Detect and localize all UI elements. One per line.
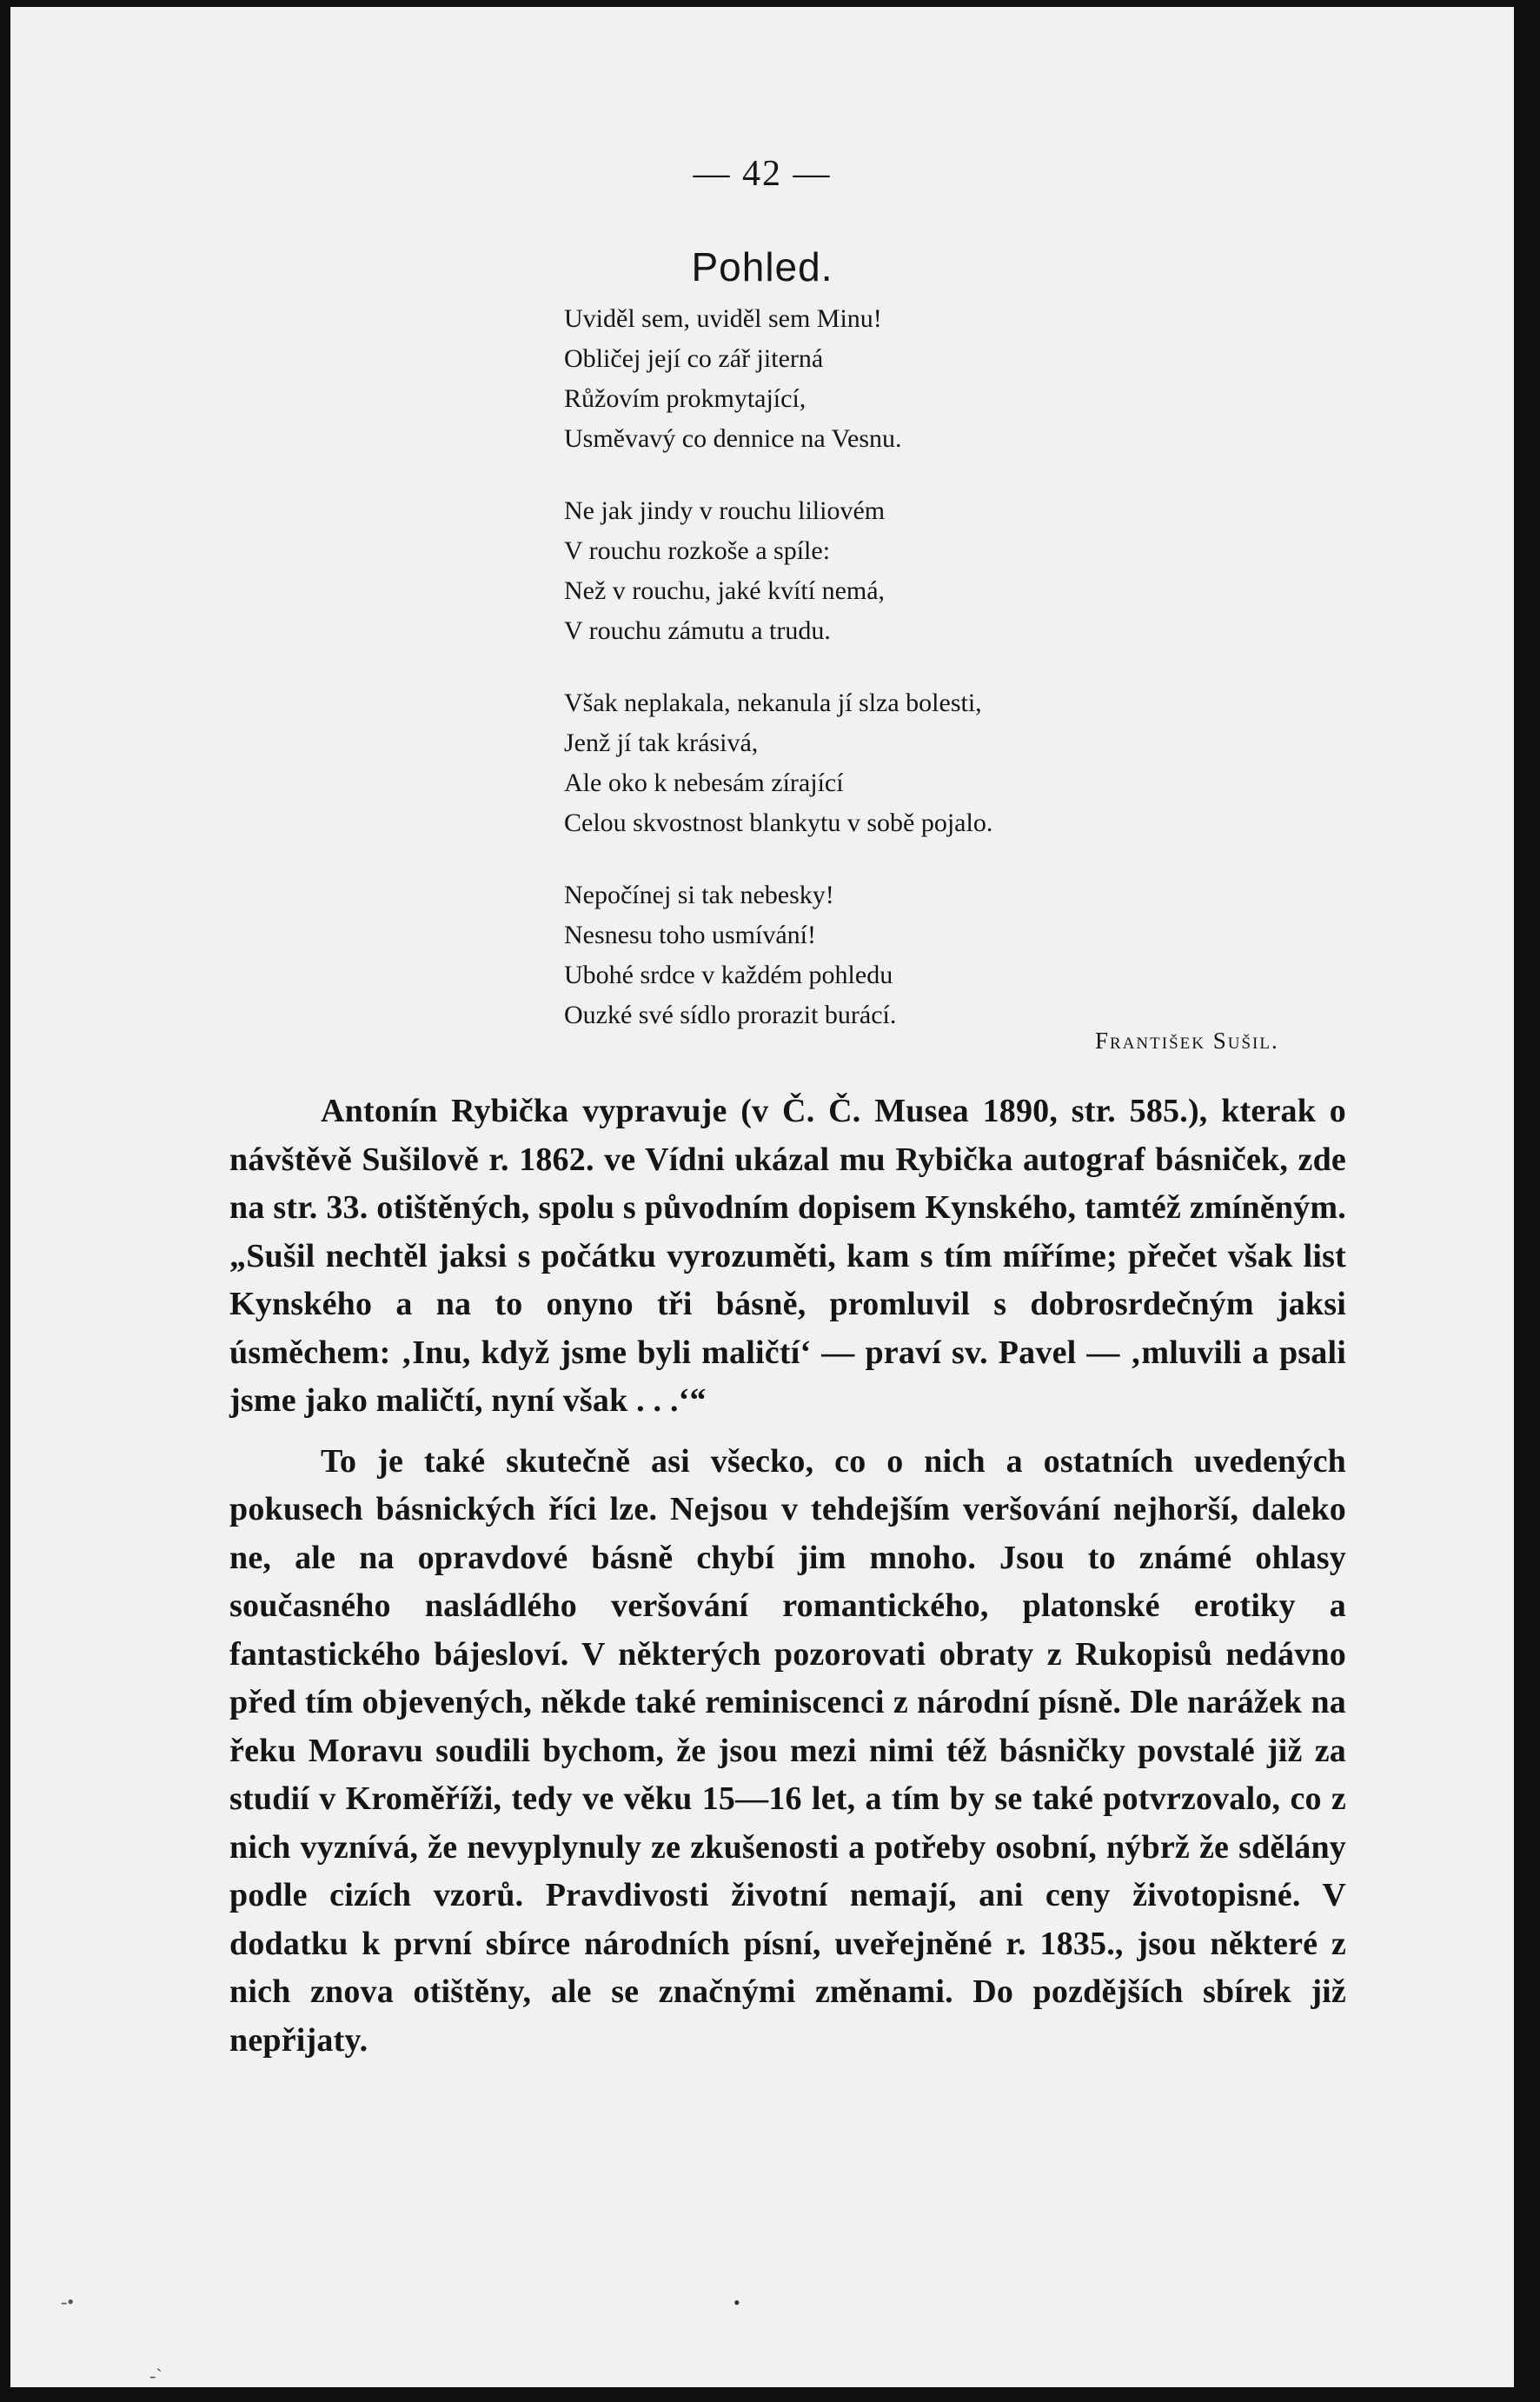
poem-line: V rouchu rozkoše a spíle: (564, 536, 831, 565)
paragraph: Antonín Rybička vypravuje (v Č. Č. Musea 1890, str. 585.), kterak o návštěvě Sušilově r. 1862. ve Vídni ukázal mu Rybička autograf básniček, zde na str. 33. otištěných, spolu s původním dopisem Kynského, tamtéž zmíněným. „Sušil nechtěl jaksi s počátku vyrozuměti, kam s tím míříme; přečet však list Kynského a na to onyno tři básně, promluvil s dobrosrdečným jaksi úsměchem: ‚Inu, když jsme byli maličtí‘ — praví sv. Pavel — ‚mluvili a psali jsme jako maličtí, nyní však . . .‘“ (229, 1093, 1346, 1419)
poem-author: František Sušil. (1095, 1028, 1279, 1054)
poem-line: Ale oko k nebesám zírající (564, 769, 844, 797)
stray-mark: • (733, 2292, 740, 2313)
poem (564, 299, 992, 1068)
poem-stanza (564, 491, 992, 651)
stray-mark: -• (61, 2291, 75, 2312)
stray-mark: -` (149, 2365, 163, 2386)
poem-stanza (564, 299, 992, 459)
poem-line: Ne jak jindy v rouchu liliovém (564, 496, 886, 525)
poem-line: V rouchu zámutu a trudu. (564, 616, 831, 645)
page-number: — 42 — (693, 154, 832, 194)
poem-line: Usměvavý co dennice na Vesnu. (564, 424, 902, 453)
poem-line: Celou skvostnost blankytu v sobě pojalo. (564, 808, 993, 837)
poem-line: Ouzké své sídlo prorazit burácí. (564, 1001, 897, 1029)
poem-line: Obličej její co zář jiterná (564, 344, 824, 373)
poem-line: Však neplakala, nekanula jí slza bolesti, (564, 689, 982, 717)
poem-line: Nesnesu toho usmívání! (564, 921, 816, 949)
poem-line: Ubohé srdce v každém pohledu (564, 961, 893, 989)
poem-line: Jenž jí tak krásivá, (564, 729, 759, 757)
poem-stanza (564, 683, 992, 843)
paragraph: To je také skutečně asi všecko, co o nich a ostatních uvedených pokusech básnických říci lze. Nejsou v tehdejším veršování nejhorší, daleko ne, ale na opravdové básně chybí jim mnoho. Jsou to známé ohlasy současného nasládlého veršování romantického, platonské erotiky a fantastického bájesloví. V některých pozorovati obraty z Rukopisů nedávno před tím objevených, někde také reminiscenci z národní písně. Dle narážek na řeku Moravu soudili bychom, že jsou mezi nimi též básničky povstalé již za studií v Kroměříži, tedy ve věku 15—16 let, a tím by se také potvrzovalo, co z nich vyznívá, že nevyplynuly ze zkušenosti a potřeby osobní, nýbrž že sdělány podle cizích vzorů. Pravdivosti životní nemají, ani ceny životopisné. V dodatku k první sbírce národních písní, uveřejněné r. 1835., jsou některé z nich znova otištěny, ale se značnými změnami. Do pozdějších sbírek již nepřijaty. (229, 1442, 1346, 2059)
poem-stanza (564, 875, 992, 1035)
book-page (10, 7, 1514, 2387)
prose-body (229, 1088, 1346, 2065)
poem-line: Nepočínej si tak nebesky! (564, 881, 834, 909)
poem-line: Růžovím prokmytající, (564, 384, 807, 413)
poem-line: Uviděl sem, uviděl sem Minu! (564, 304, 882, 333)
poem-title: Pohled. (691, 244, 833, 289)
poem-line: Než v rouchu, jaké kvítí nemá, (564, 576, 886, 605)
